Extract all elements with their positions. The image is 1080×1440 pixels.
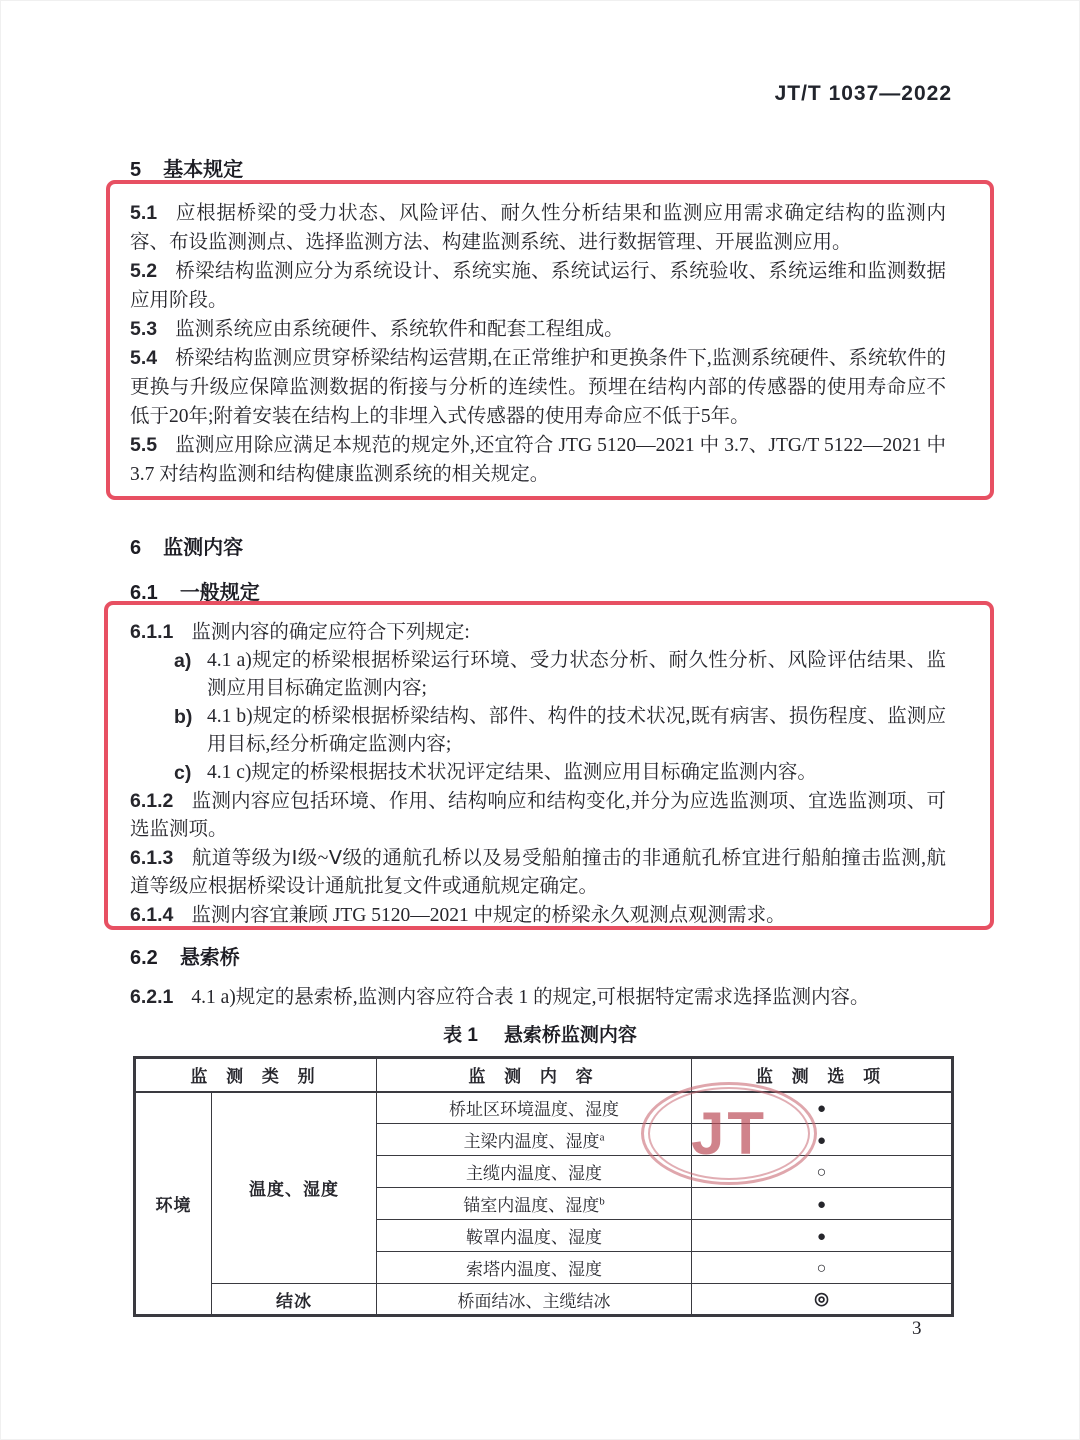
list-item-text: 4.1 b)规定的桥梁根据桥梁结构、部件、构件的技术状况,既有病害、损伤程度、监测应用目标,经分析确定监测内容;: [207, 706, 946, 755]
clause-number: 5.4: [130, 347, 158, 369]
group-cell-temperature-humidity: 温度、湿度: [212, 1092, 377, 1284]
content-cell: 锚室内温度、湿度$^b$: [377, 1188, 692, 1220]
highlight-box-section5: [106, 180, 994, 500]
filled-circle-symbol: ●: [816, 1100, 827, 1117]
col-header-option: 监 测 选 项: [692, 1058, 953, 1092]
hollow-circle-symbol: ○: [816, 1163, 827, 1181]
content-cell: 桥址区环境温度、湿度: [377, 1092, 692, 1124]
section-6-1-number: 6.1: [130, 582, 158, 604]
footnote-marker: b: [599, 1195, 605, 1208]
section-5-title: 基本规定: [163, 159, 244, 181]
content-cell: 主缆内温度、湿度: [377, 1156, 692, 1188]
table-header-row: [135, 1058, 953, 1092]
clause-5-2: [130, 257, 946, 315]
clause-6-1-3: [130, 844, 946, 901]
page-number: 3: [912, 1318, 922, 1339]
clause-text: 监测系统应由系统硬件、系统软件和配套工程组成。: [175, 319, 624, 340]
group-cell-icing: 结冰: [212, 1284, 377, 1316]
footnote-marker: a: [599, 1131, 605, 1144]
option-cell: [692, 1284, 953, 1316]
clause-text: 应根据桥梁的受力状态、风险评估、耐久性分析结果和监测应用需求确定结构的监测内容、布设监测测点、选择监测方法、构建监测系统、进行数据管理、开展监测应用。: [130, 203, 946, 253]
filled-circle-symbol: ●: [816, 1228, 827, 1245]
option-cell: [692, 1220, 953, 1252]
list-item-b: [130, 703, 946, 759]
section-6-number: 6: [130, 537, 142, 559]
clause-text: 航道等级为Ⅰ级~Ⅴ级的通航孔桥以及易受船舶撞击的非通航孔桥宜进行船舶撞击监测,航道等级应根据桥梁设计通航批复文件或通航规定确定。: [130, 848, 946, 897]
clause-number: 6.1.3: [130, 847, 174, 869]
content-cell: 主梁内温度、湿度$^a$: [377, 1124, 692, 1156]
list-item-text: 4.1 c)规定的桥梁根据技术状况评定结果、监测应用目标确定监测内容。: [207, 762, 817, 783]
clause-text: 监测内容应包括环境、作用、结构响应和结构变化,并分为应选监测项、宜选监测项、可选监测项。: [130, 791, 946, 840]
option-cell: [692, 1188, 953, 1220]
filled-circle-symbol: ●: [816, 1132, 827, 1149]
list-item-a: [130, 647, 946, 703]
clause-number: 6.1.1: [130, 621, 174, 643]
list-item-text: 4.1 a)规定的桥梁根据桥梁运行环境、受力状态分析、耐久性分析、风险评估结果、监测应用目标确定监测内容;: [207, 650, 946, 699]
list-item-c: [130, 759, 946, 787]
content-cell: 桥面结冰、主缆结冰: [377, 1284, 692, 1316]
clause-number: 6.1.2: [130, 790, 174, 812]
col-header-category: 监 测 类 别: [135, 1058, 377, 1092]
clause-5-4: [130, 344, 946, 431]
list-item-label: b): [174, 706, 193, 728]
section-5-number: 5: [130, 159, 142, 181]
clause-6-1-4: [130, 901, 946, 930]
table-caption-number: 表 1: [443, 1025, 478, 1046]
table-1-caption: [0, 1020, 1080, 1047]
section-6-2-number: 6.2: [130, 947, 158, 969]
table-row: [135, 1092, 953, 1124]
clause-text: 监测内容的确定应符合下列规定:: [191, 622, 470, 643]
list-item-label: c): [174, 762, 192, 784]
clause-number: 5.2: [130, 260, 158, 282]
table-caption-title: 悬索桥监测内容: [503, 1025, 637, 1046]
section-6-2-heading: [130, 941, 240, 970]
section-5-heading: [130, 153, 243, 182]
clause-5-5: [130, 431, 946, 489]
option-cell: [692, 1092, 953, 1124]
clause-5-1: [130, 199, 946, 257]
clause-text: 监测应用除应满足本规范的规定外,还宜符合 JTG 5120—2021 中 3.7、JTG/T 5122—2021 中 3.7 对结构监测和结构健康监测系统的相关规定。: [130, 435, 946, 485]
content-cell: 索塔内温度、湿度: [377, 1252, 692, 1284]
clause-number: 5.3: [130, 318, 158, 340]
clause-number: 6.1.4: [130, 904, 174, 926]
clause-5-3: [130, 315, 946, 344]
clause-text: 桥梁结构监测应分为系统设计、系统实施、系统试运行、系统验收、系统运维和监测数据应用阶段。: [130, 261, 946, 311]
table-row: [135, 1284, 953, 1316]
clause-6-2-1: [130, 983, 948, 1012]
clause-number: 6.2.1: [130, 986, 174, 1008]
option-cell: [692, 1124, 953, 1156]
clause-text: 桥梁结构监测应贯穿桥梁结构运营期,在正常维护和更换条件下,监测系统硬件、系统软件的更换与升级应保障监测数据的衔接与分析的连续性。预埋在结构内部的传感器的使用寿命应不低于20年;附着安装在结构上的非埋入式传感器的使用寿命应不低于5年。: [130, 348, 946, 427]
clause-number: 5.1: [130, 202, 158, 224]
section-6-1-title: 一般规定: [179, 582, 260, 604]
hollow-circle-symbol: ○: [816, 1259, 827, 1277]
option-cell: [692, 1252, 953, 1284]
content-cell: 鞍罩内温度、湿度: [377, 1220, 692, 1252]
highlight-box-section6-1: [104, 601, 994, 930]
bullseye-circle-symbol: ◎: [814, 1289, 829, 1308]
section-6-title: 监测内容: [163, 537, 244, 559]
clause-number: 5.5: [130, 434, 158, 456]
filled-circle-symbol: ●: [816, 1196, 827, 1213]
col-header-content: 监 测 内 容: [377, 1058, 692, 1092]
list-item-label: a): [174, 650, 192, 672]
clause-6-1-1: [130, 618, 946, 647]
doc-number-header: JT/T 1037—2022: [774, 82, 952, 105]
section-6-2-title: 悬索桥: [179, 947, 240, 969]
table-1-suspension-bridge-monitoring: [133, 1056, 954, 1317]
option-cell: [692, 1156, 953, 1188]
section-6-heading: [130, 531, 243, 560]
stamp-jt-letters: JT: [690, 1100, 768, 1167]
clause-text: 4.1 a)规定的悬索桥,监测内容应符合表 1 的规定,可根据特定需求选择监测内容。: [191, 987, 870, 1008]
clause-6-1-2: [130, 787, 946, 844]
clause-text: 监测内容宜兼顾 JTG 5120—2021 中规定的桥梁永久观测点观测需求。: [191, 905, 786, 926]
category-cell-environment: 环境: [135, 1092, 212, 1316]
